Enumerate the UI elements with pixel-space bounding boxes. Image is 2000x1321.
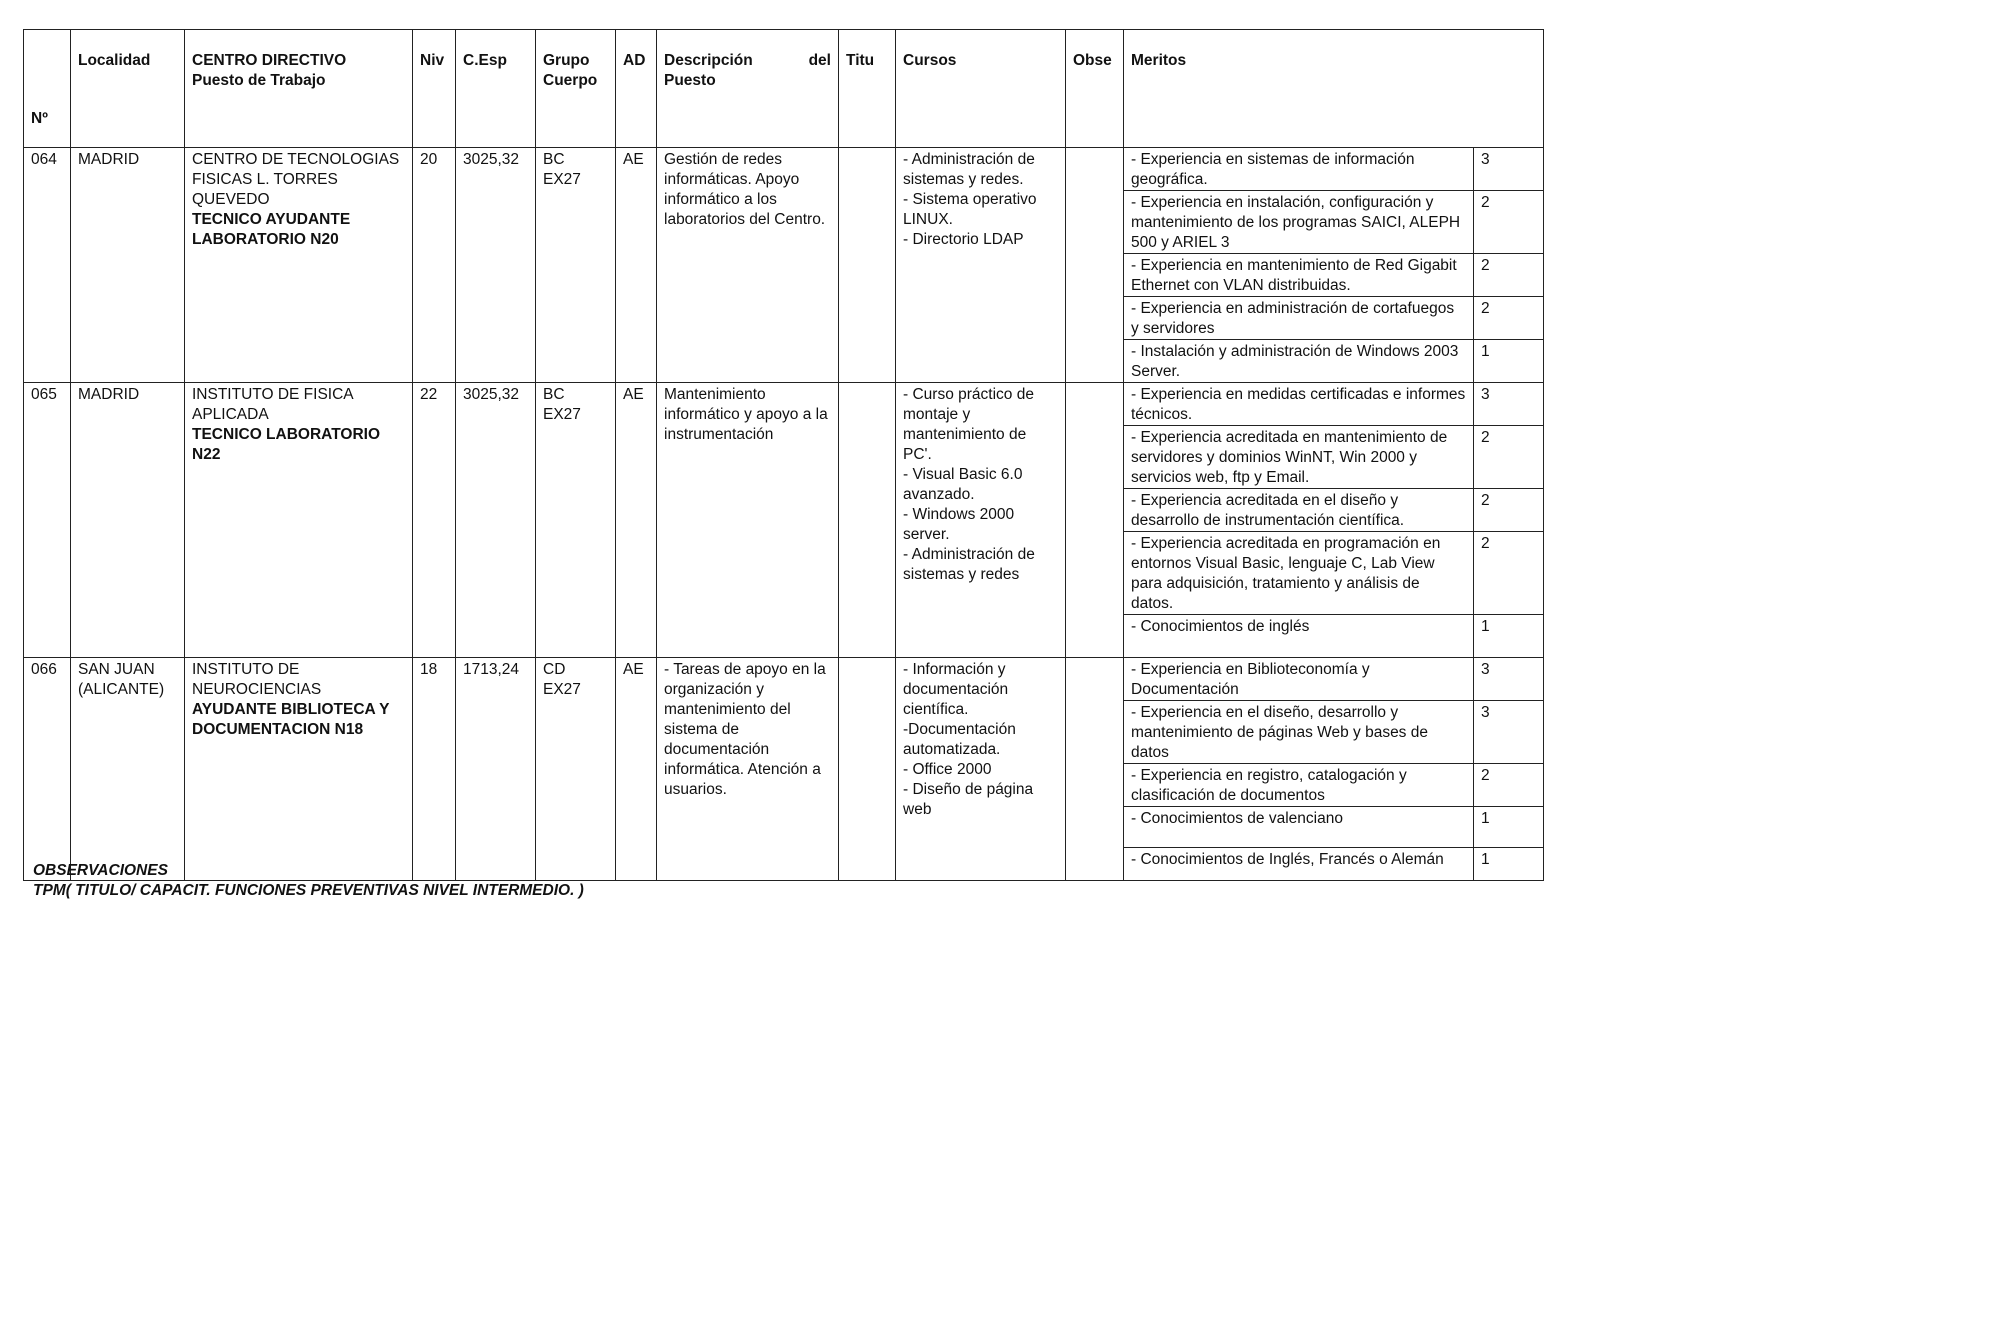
cell-localidad: SAN JUAN (ALICANTE) [71, 658, 185, 881]
centro-name: CENTRO DE TECNOLOGIAS FISICAS L. TORRES QUEVEDO [192, 151, 400, 208]
header-ad: AD [616, 30, 657, 148]
cuerpo-value: EX27 [543, 681, 581, 698]
header-descripcion [657, 30, 839, 148]
merito-text: - Conocimientos de inglés [1124, 615, 1474, 658]
cuerpo-value: EX27 [543, 171, 581, 188]
table-row [24, 383, 1544, 426]
merito-text: - Experiencia acreditada en programación en entornos Visual Basic, lenguaje C, Lab View para adquisición, tratamiento y análisis de datos. [1124, 532, 1474, 615]
curso-item: - Diseño de página web [903, 781, 1034, 818]
merito-text: - Experiencia en medidas certificadas e informes técnicos. [1124, 383, 1474, 426]
cell-no: 065 [24, 383, 71, 658]
cell-localidad: MADRID [71, 148, 185, 383]
cell-niv: 22 [413, 383, 456, 658]
merito-text: - Experiencia acreditada en el diseño y desarrollo de instrumentación científica. [1124, 489, 1474, 532]
header-localidad: Localidad [71, 30, 185, 148]
cell-grupo [536, 658, 616, 881]
header-cesp: C.Esp [456, 30, 536, 148]
observaciones-text: TPM( TITULO/ CAPACIT. FUNCIONES PREVENTIVAS NIVEL INTERMEDIO. ) [33, 882, 584, 899]
cell-titu [839, 148, 896, 383]
header-meritos: Meritos [1124, 30, 1544, 148]
header-cursos: Cursos [896, 30, 1066, 148]
header-titu: Titu [839, 30, 896, 148]
curso-item: - Directorio LDAP [903, 231, 1024, 248]
merito-score: 2 [1474, 489, 1544, 532]
curso-item: - Office 2000 [903, 761, 992, 778]
cell-obse [1066, 148, 1124, 383]
header-obse: Obse [1066, 30, 1124, 148]
curso-item: - Información y documentación científica. [903, 661, 1009, 718]
cell-cesp: 3025,32 [456, 148, 536, 383]
table-row [24, 148, 1544, 191]
curso-item: - Administración de sistemas y redes. [903, 151, 1035, 188]
merito-text: - Experiencia acreditada en mantenimiento de servidores y dominios WinNT, Win 2000 y servicios web, ftp y Email. [1124, 426, 1474, 489]
curso-item: - Administración de sistemas y redes [903, 546, 1035, 583]
cell-titu [839, 658, 896, 881]
cell-cesp: 1713,24 [456, 658, 536, 881]
merito-text: - Experiencia en Biblioteconomía y Documentación [1124, 658, 1474, 701]
cell-cursos [896, 658, 1066, 881]
cell-centro [185, 148, 413, 383]
cell-descripcion: Mantenimiento informático y apoyo a la instrumentación [657, 383, 839, 658]
header-desc-left: Descripción [664, 52, 753, 69]
puesto-name: AYUDANTE BIBLIOTECA Y DOCUMENTACION N18 [192, 701, 390, 738]
cell-ad: AE [616, 383, 657, 658]
cell-centro [185, 658, 413, 881]
cell-descripcion: - Tareas de apoyo en la organización y mantenimiento del sistema de documentación informática. Atención a usuarios. [657, 658, 839, 881]
cell-niv: 18 [413, 658, 456, 881]
puesto-name: TECNICO AYUDANTE LABORATORIO N20 [192, 211, 351, 248]
curso-item: -Documentación automatizada. [903, 721, 1016, 758]
merito-score: 1 [1474, 340, 1544, 383]
header-niv: Niv [413, 30, 456, 148]
merito-score: 1 [1474, 615, 1544, 658]
merito-score: 3 [1474, 383, 1544, 426]
merito-score: 2 [1474, 532, 1544, 615]
cuerpo-value: EX27 [543, 406, 581, 423]
header-grupo-line2: Cuerpo [543, 72, 598, 89]
cell-ad: AE [616, 658, 657, 881]
merito-text: - Conocimientos de valenciano [1124, 807, 1474, 848]
cell-localidad: MADRID [71, 383, 185, 658]
table-body [24, 148, 1544, 881]
curso-item: - Visual Basic 6.0 avanzado. [903, 466, 1023, 503]
cell-ad: AE [616, 148, 657, 383]
cell-niv: 20 [413, 148, 456, 383]
cell-cursos [896, 383, 1066, 658]
merito-score: 3 [1474, 658, 1544, 701]
curso-item: - Curso práctico de montaje y mantenimiento de PC'. [903, 386, 1034, 463]
table-row [24, 658, 1544, 701]
merito-score: 1 [1474, 848, 1544, 881]
cell-obse [1066, 383, 1124, 658]
cell-cursos [896, 148, 1066, 383]
merito-score: 2 [1474, 254, 1544, 297]
header-centro [185, 30, 413, 148]
curso-item: - Sistema operativo LINUX. [903, 191, 1037, 228]
cell-grupo [536, 383, 616, 658]
grupo-value: BC [543, 386, 565, 403]
cell-grupo [536, 148, 616, 383]
merito-score: 3 [1474, 701, 1544, 764]
header-grupo-line1: Grupo [543, 52, 590, 69]
observaciones-title: OBSERVACIONES [33, 862, 168, 879]
merito-text: - Experiencia en mantenimiento de Red Gigabit Ethernet con VLAN distribuidas. [1124, 254, 1474, 297]
cell-no: 066 [24, 658, 71, 881]
header-desc-line2: Puesto [664, 72, 716, 89]
header-row [24, 30, 1544, 148]
merito-text: - Experiencia en sistemas de información geográfica. [1124, 148, 1474, 191]
merito-score: 1 [1474, 807, 1544, 848]
observaciones [33, 861, 584, 901]
merito-score: 2 [1474, 297, 1544, 340]
merito-text: - Experiencia en el diseño, desarrollo y mantenimiento de páginas Web y bases de datos [1124, 701, 1474, 764]
centro-name: INSTITUTO DE NEUROCIENCIAS [192, 661, 322, 698]
merito-score: 2 [1474, 426, 1544, 489]
grupo-value: CD [543, 661, 566, 678]
merito-score: 2 [1474, 764, 1544, 807]
header-no: Nº [24, 30, 71, 148]
cell-no: 064 [24, 148, 71, 383]
merito-text: - Experiencia en administración de cortafuegos y servidores [1124, 297, 1474, 340]
merito-text: - Conocimientos de Inglés, Francés o Alemán [1124, 848, 1474, 881]
header-centro-line2: Puesto de Trabajo [192, 72, 326, 89]
puesto-name: TECNICO LABORATORIO N22 [192, 426, 381, 463]
merito-score: 2 [1474, 191, 1544, 254]
merito-score: 3 [1474, 148, 1544, 191]
cell-titu [839, 383, 896, 658]
merito-text: - Experiencia en instalación, configuración y mantenimiento de los programas SAICI, ALEPH 500 y ARIEL 3 [1124, 191, 1474, 254]
centro-name: INSTITUTO DE FISICA APLICADA [192, 386, 353, 423]
header-grupo [536, 30, 616, 148]
cell-descripcion: Gestión de redes informáticas. Apoyo informático a los laboratorios del Centro. [657, 148, 839, 383]
header-desc-right: del [808, 52, 831, 69]
merito-text: - Instalación y administración de Windows 2003 Server. [1124, 340, 1474, 383]
cell-centro [185, 383, 413, 658]
header-centro-line1: CENTRO DIRECTIVO [192, 52, 347, 69]
cell-cesp: 3025,32 [456, 383, 536, 658]
cell-obse [1066, 658, 1124, 881]
grupo-value: BC [543, 151, 565, 168]
plazas-table [23, 29, 1544, 881]
merito-text: - Experiencia en registro, catalogación y clasificación de documentos [1124, 764, 1474, 807]
curso-item: - Windows 2000 server. [903, 506, 1015, 543]
